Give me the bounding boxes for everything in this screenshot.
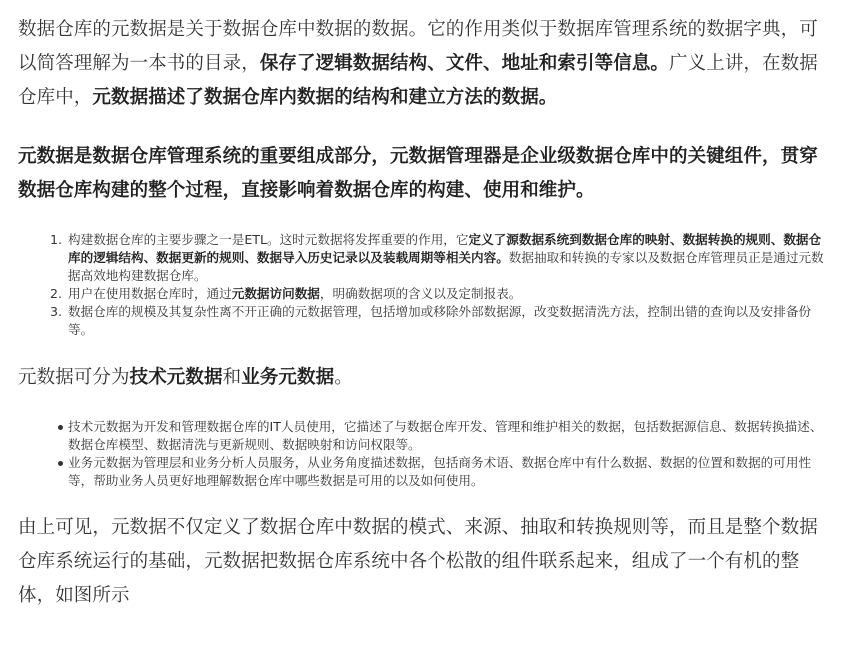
types-bold-2: 业务元数据 bbox=[241, 367, 335, 388]
intro-text-1: 数据仓库的元数据是关于数据仓库中数据的数据。它的作用类似于数据库管理系统的数据字典，可以简答理解为一本书的目录， bbox=[18, 19, 818, 74]
intro-bold-2: 元数据描述了数据仓库内数据的结构和建立方法的数据。 bbox=[92, 87, 558, 108]
importance-bold: 元数据是数据仓库管理系统的重要组成部分，元数据管理器是企业级数据仓库中的关键组件，贯穿数据仓库构建的整个过程，直接影响着数据仓库的构建、使用和维护。 bbox=[18, 146, 818, 201]
list-number: 2. bbox=[50, 286, 63, 301]
types-bold-1: 技术元数据 bbox=[129, 367, 223, 388]
step-text: 构建数据仓库的主要步骤之一是ETL。这时元数据将发挥重要的作用，它 bbox=[68, 232, 469, 247]
steps-list-item bbox=[18, 285, 828, 303]
step-text: 用户在使用数据仓库时，通过 bbox=[68, 286, 232, 301]
intro-paragraph bbox=[18, 13, 828, 115]
type-text: 技术元数据为开发和管理数据仓库的IT人员使用，它描述了与数据仓库开发、管理和维护相关的数据，包括数据源信息、数据转换描述、数据仓库模型、数据清洗与更新规则、数据映射和访问权限等。 bbox=[68, 419, 823, 452]
types-intro-paragraph bbox=[18, 361, 828, 395]
steps-list bbox=[18, 231, 828, 339]
step-text-tail: ，明确数据项的含义以及定制报表。 bbox=[319, 286, 522, 301]
conclusion-text: 由上可见，元数据不仅定义了数据仓库中数据的模式、来源、抽取和转换规则等，而且是整个数据仓库系统运行的基础，元数据把数据仓库系统中各个松散的组件联系起来，组成了一个有机的整体，如图所示 bbox=[18, 517, 818, 606]
types-text-2: 和 bbox=[222, 367, 242, 388]
step-bold: 定义了源数据系统到数据仓库的映射、数据转换的规则、数据仓库的逻辑结构、数据更新的规则、数据导入历史记录以及装载周期等相关内容。 bbox=[68, 232, 822, 265]
list-number: 1. bbox=[50, 232, 63, 247]
step-text: 数据仓库的规模及其复杂性离不开正确的元数据管理，包括增加或移除外部数据源，改变数据清洗方法，控制出错的查询以及安排备份等。 bbox=[68, 304, 812, 337]
intro-text-2: 广义上讲，在数据仓库中， bbox=[18, 53, 818, 108]
steps-list-item bbox=[18, 303, 828, 339]
type-text: 业务元数据为管理层和业务分析人员服务，从业务角度描述数据，包括商务术语、数据仓库中有什么数据、数据的位置和数据的可用性等，帮助业务人员更好地理解数据仓库中哪些数据是可用的以及如何使用。 bbox=[68, 455, 812, 488]
intro-bold-1: 保存了逻辑数据结构、文件、地址和索引等信息。 bbox=[259, 53, 670, 74]
step-text-tail: 数据抽取和转换的专家以及数据仓库管理员正是通过元数据高效地构建数据仓库。 bbox=[68, 250, 824, 283]
types-list-item bbox=[18, 454, 828, 490]
types-text-1: 元数据可分为 bbox=[18, 367, 130, 388]
steps-list-item bbox=[18, 231, 828, 285]
types-text-3: 。 bbox=[334, 367, 353, 388]
types-list-item bbox=[18, 418, 828, 454]
step-bold: 元数据访问数据 bbox=[231, 286, 320, 301]
list-number: 3. bbox=[50, 304, 63, 319]
bullet-icon bbox=[58, 425, 63, 430]
importance-paragraph bbox=[18, 140, 828, 208]
conclusion-paragraph bbox=[18, 511, 828, 613]
types-list bbox=[18, 418, 828, 490]
bullet-icon bbox=[58, 461, 63, 466]
